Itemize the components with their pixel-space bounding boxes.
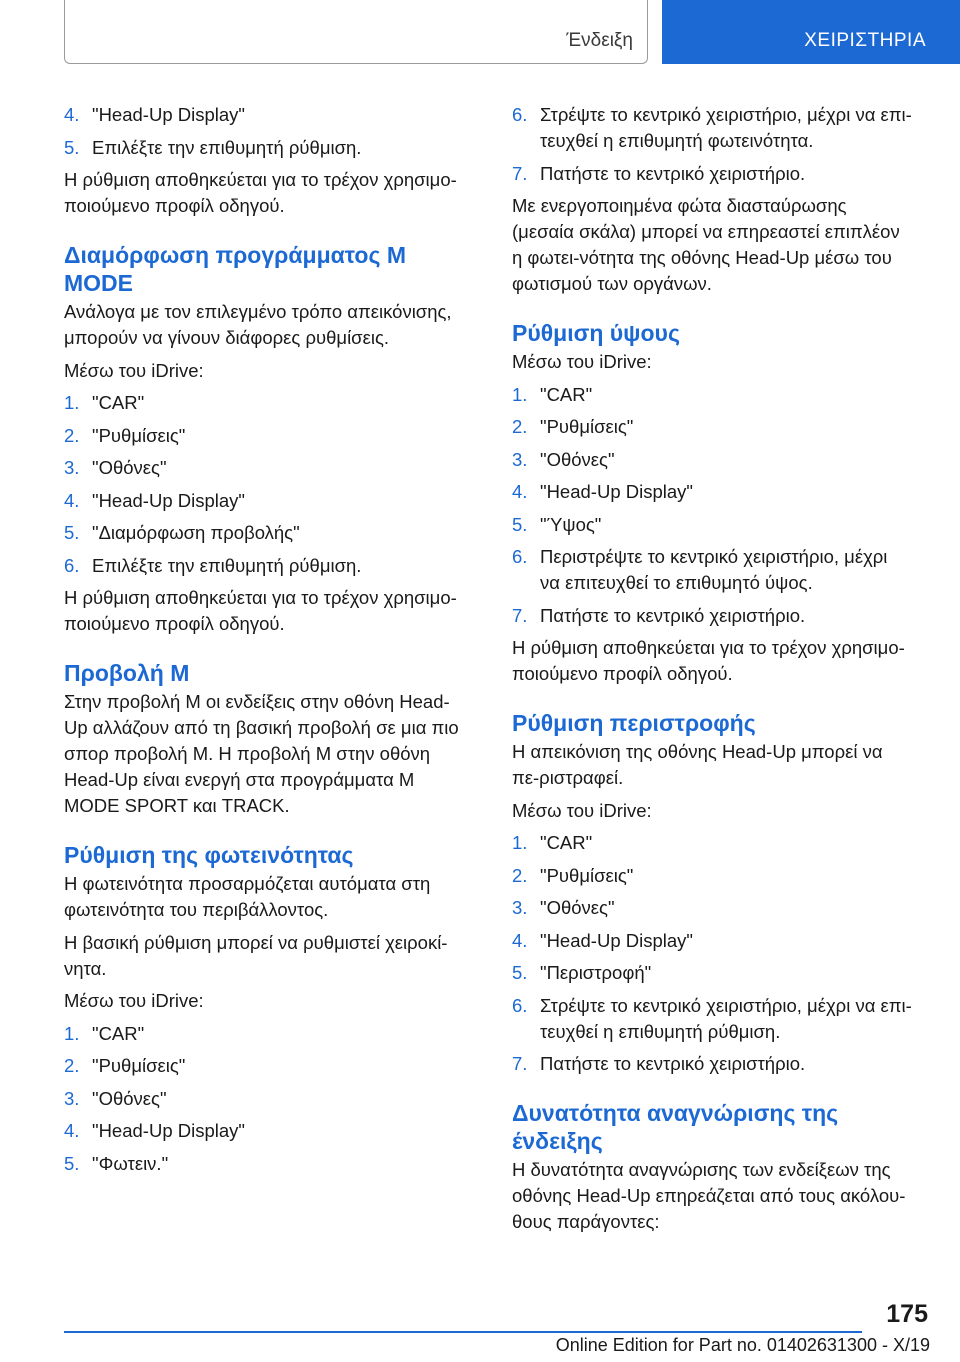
- paragraph: Η βασική ρύθμιση μπορεί να ρυθμιστεί χειροκί‐νητα.: [64, 931, 448, 979]
- paragraph: Μέσω του iDrive:: [64, 990, 204, 1011]
- list-item: 7. Πατήστε το κεντρικό χειριστήριο.: [512, 162, 806, 184]
- paragraph: Μέσω του iDrive:: [64, 359, 204, 381]
- footer-edition: Online Edition for Part no. 01402631300 - X/19: [555, 1335, 930, 1355]
- list-item: 3. "Οθόνες": [512, 448, 615, 470]
- paragraph: Μέσω του iDrive:: [512, 351, 652, 372]
- paragraph: Ανάλογα με τον επιλεγμένο τρόπο απεικόνισης, μπορούν να γίνουν διάφορες ρυθμίσεις.: [64, 301, 452, 348]
- paragraph: Στην προβολή M οι ενδείξεις στην οθόνη Head-Up αλλάζουν από τη βασική προβολή σε μια πιο σπορ προβολή M. Η προβολή M στην οθόνη Head-Up είναι ενεργή στα προγράμματα M MODE SPORT και TRACK.: [64, 691, 459, 816]
- list-item: 4. "Head-Up Display": [64, 489, 245, 511]
- right-column: [512, 102, 912, 1242]
- section-heading: Ρύθμιση της φωτεινότητας: [64, 842, 354, 868]
- list-item: 2. "Ρυθμίσεις": [512, 864, 634, 886]
- list-item: 1. "CAR": [64, 392, 145, 413]
- chapter-tab: [662, 0, 960, 64]
- list-item: 1. "CAR": [512, 383, 593, 405]
- footer-divider: [64, 1331, 862, 1333]
- list-item: 6. Επιλέξτε την επιθυμητή ρύθμιση.: [64, 554, 362, 576]
- paragraph: Η δυνατότητα αναγνώρισης των ενδείξεων της οθόνης Head-Up επηρεάζεται από τους ακόλου‐θους παράγοντες:: [512, 1159, 906, 1232]
- section-heading: Διαμόρφωση προγράμματος M MODE: [64, 242, 406, 296]
- list-item: 3. "Οθόνες": [512, 897, 615, 918]
- list-item: 4. "Head-Up Display": [64, 104, 245, 125]
- page-number: 175: [886, 1300, 928, 1328]
- list-item: 5. "Ύψος": [512, 513, 602, 535]
- list-item: 3. "Οθόνες": [64, 457, 167, 478]
- chapter-tab-label: ΧΕΙΡΙΣΤΗΡΙΑ: [804, 30, 926, 51]
- list-item: 2. "Ρυθμίσεις": [512, 416, 634, 437]
- left-column: [64, 102, 464, 1183]
- list-item: 5. "Περιστροφή": [512, 962, 652, 983]
- list-item: 5. "Διαμόρφωση προβολής": [64, 522, 300, 543]
- paragraph: Μέσω του iDrive:: [512, 799, 652, 821]
- list-item: 4. "Head-Up Display": [64, 1120, 245, 1141]
- list-item: 4. "Head-Up Display": [512, 929, 693, 951]
- list-item: 5. Επιλέξτε την επιθυμητή ρύθμιση.: [64, 136, 362, 158]
- list-item: 6. Στρέψτε το κεντρικό χειριστήριο, μέχρι να επι‐τευχθεί η επιθυμητή φωτεινότητα.: [512, 104, 912, 151]
- list-item: 7. Πατήστε το κεντρικό χειριστήριο.: [512, 1053, 806, 1074]
- list-item: 3. "Οθόνες": [64, 1087, 167, 1109]
- paragraph: Με ενεργοποιημένα φώτα διασταύρωσης (μεσαία σκάλα) μπορεί να επηρεαστεί επιπλέον η φωτει‐νότητα της οθόνης Head-Up μέσω του φωτισμού των οργάνων.: [512, 195, 900, 294]
- paragraph: Η ρύθμιση αποθηκεύεται για το τρέχον χρησιμο‐ποιούμενο προφίλ οδηγού.: [64, 587, 457, 634]
- section-heading: Δυνατότητα αναγνώρισης της ένδειξης: [512, 1100, 839, 1154]
- list-item: 1. "CAR": [64, 1022, 145, 1044]
- list-item: 6. Περιστρέψτε το κεντρικό χειριστήριο, μέχρι να επιτευχθεί το επιθυμητό ύψος.: [512, 546, 888, 593]
- list-item: 6. Στρέψτε το κεντρικό χειριστήριο, μέχρι να επι‐τευχθεί η επιθυμητή ρύθμιση.: [512, 994, 912, 1042]
- section-tab-label: Ένδειξη: [566, 30, 633, 51]
- list-item: 2. "Ρυθμίσεις": [64, 1055, 186, 1076]
- list-item: 1. "CAR": [512, 832, 593, 853]
- paragraph: Η φωτεινότητα προσαρμόζεται αυτόματα στη φωτεινότητα του περιβάλλοντος.: [64, 873, 431, 920]
- section-heading: Προβολή M: [64, 660, 190, 686]
- section-tab: [64, 0, 648, 64]
- section-heading: Ρύθμιση ύψους: [512, 320, 680, 346]
- section-heading: Ρύθμιση περιστροφής: [512, 710, 756, 736]
- list-item: 7. Πατήστε το κεντρικό χειριστήριο.: [512, 604, 806, 626]
- paragraph: Η ρύθμιση αποθηκεύεται για το τρέχον χρησιμο‐ποιούμενο προφίλ οδηγού.: [512, 637, 905, 684]
- paragraph: Η απεικόνιση της οθόνης Head-Up μπορεί να πε‐ριστραφεί.: [512, 741, 883, 788]
- paragraph: Η ρύθμιση αποθηκεύεται για το τρέχον χρησιμο‐ποιούμενο προφίλ οδηγού.: [64, 169, 457, 216]
- list-item: 2. "Ρυθμίσεις": [64, 424, 186, 446]
- list-item: 4. "Head-Up Display": [512, 481, 693, 502]
- list-item: 5. "Φωτειν.": [64, 1152, 169, 1174]
